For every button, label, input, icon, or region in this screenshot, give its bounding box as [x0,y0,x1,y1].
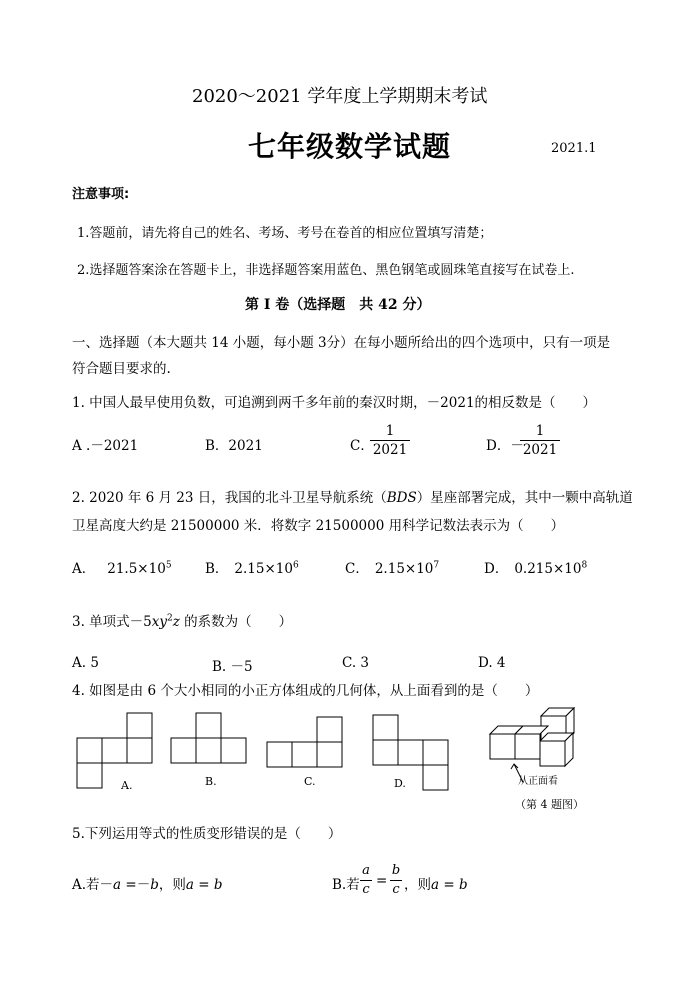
q2-stem-line-2: 卫星高度大约是 21500000 米．将数字 21500000 用科学记数法表示为（ ） [72,518,565,534]
option-text: A.若－ [72,877,114,893]
q4-stem: 4. 如图是由 6 个大小相同的小正方体组成的几何体，从上面看到的是（ ） [72,683,539,699]
option-text: ，则 [158,877,186,893]
q5-option-b-equals: = [376,873,388,889]
q3-option-c: C. 3 [342,655,370,671]
q2-option-d [484,557,587,577]
fraction-denominator: 2021 [372,442,408,458]
q2-stem-text-end: ）星座部署完成，其中一颗中高轨道 [416,490,633,506]
option-base: 21.5×10 [107,561,166,577]
option-base: 2.15×10 [234,561,293,577]
option-label: C． [345,561,369,577]
q4-option-d-grid [372,714,450,792]
notice-item-2: 2.选择题答案涂在答题卡上，非选择题答案用蓝色、黑色钢笔或圆珠笔直接写在试卷上. [77,263,575,278]
q2-option-a [72,557,172,577]
option-text: =－ [121,877,151,893]
option-label: D． [484,561,509,577]
q3-variable-z: z [172,614,180,630]
option-label: A． [72,561,96,577]
q4-figure-caption: 从正面看 [518,776,558,787]
q3-option-b: B. －5 [212,659,253,675]
q5-option-b-result [404,873,468,893]
q2-stem-text: 2. 2020 年 6 月 23 日，我国的北斗卫星导航系统（ [72,490,387,506]
q3-stem [72,610,292,630]
q3-variable-xy: xy [151,614,168,630]
variable-b: b [150,877,159,893]
part-intro-line-2: 符合题目要求的. [72,361,171,377]
fraction-numerator: 1 [385,423,395,439]
notice-heading: 注意事项: [72,187,130,202]
part-intro-line-1: 一、选择题（本大题共 14 小题，每小题 3分）在每小题所给出的四个选项中，只有一项是 [72,335,611,351]
q5-option-b-fraction-a [360,862,372,899]
q1-option-d-label: D．－ [486,438,524,454]
option-exponent: 5 [165,560,172,571]
fraction-numerator: b [391,863,401,878]
q4-option-c-label: C. [304,775,316,788]
q3-exponent: 2 [167,613,173,624]
q4-figure-title: （第 4 题图） [515,798,584,811]
q5-option-b-prefix: B.若 [332,877,360,893]
option-exponent: 6 [292,560,299,571]
fraction-denominator: c [362,882,370,897]
q2-stem-line-1 [72,486,633,506]
q5-stem: 5.下列运用等式的性质变形错误的是（ ） [72,826,342,842]
option-result: a = b [185,877,223,893]
q1-stem: 1. 中国人最早使用负数，可追溯到两千多年前的秦汉时期，－2021的相反数是（ ） [72,395,597,411]
q4-option-c-grid [266,716,344,768]
q3-stem-text-end: 的系数为（ ） [179,614,293,630]
option-text: ，则 [404,877,431,893]
q1-option-a: A .－2021 [72,438,139,454]
q3-option-d: D. 4 [478,655,506,671]
section-title: 第 I 卷（选择题 共 42 分） [245,297,431,313]
q1-option-c-label: C． [350,438,374,454]
q2-stem-acronym: BDS [386,490,417,506]
exam-title: 2020～2021 学年度上学期期末考试 [192,86,488,107]
fraction-numerator: 1 [535,423,545,439]
option-result: a = b [431,877,468,893]
q4-option-d-label: D. [394,777,406,790]
exam-date: 2021.1 [551,141,597,156]
q2-option-c [345,557,439,577]
option-base: 0.215×10 [514,561,582,577]
subject-title: 七年级数学试题 [248,130,452,163]
q3-stem-text: 3. 单项式－5 [72,614,152,630]
fraction-denominator: 2021 [522,442,558,458]
q4-option-b-grid [170,712,248,764]
q4-option-b-label: B. [205,775,217,788]
option-exponent: 7 [433,560,440,571]
q4-option-a-grid [76,712,154,790]
q1-option-b: B．2021 [205,438,263,454]
option-exponent: 8 [581,560,588,571]
q5-option-a [72,873,222,893]
q5-option-b-fraction-b [390,862,402,899]
notice-item-1: 1.答题前，请先将自己的姓名、考场、考号在卷首的相应位置填写清楚； [77,226,493,241]
fraction-denominator: c [392,882,400,897]
q1-option-d-fraction [520,422,560,459]
option-label: B． [205,561,229,577]
fraction-numerator: a [362,863,370,878]
variable-a: a [113,877,122,893]
q4-option-a-label: A. [121,779,133,792]
option-base: 2.15×10 [374,561,434,577]
q2-option-b [205,557,299,577]
q3-option-a: A. 5 [72,655,99,671]
q1-option-c-fraction [370,422,410,459]
